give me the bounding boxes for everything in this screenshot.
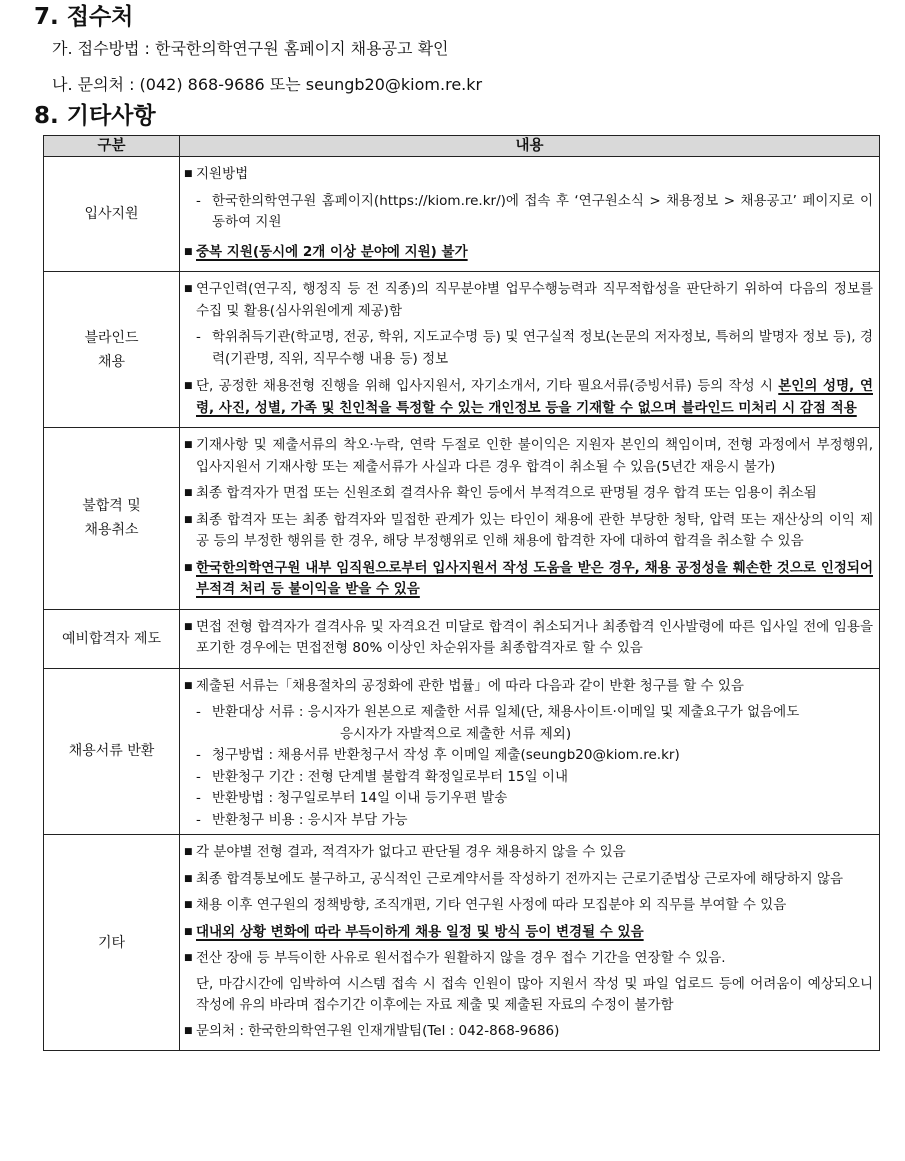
square-bullet-icon: ■ [184,621,193,632]
row-content [180,272,880,428]
section-8-title: 8. 기타사항 [34,103,156,129]
bullet-item: ■ 대내외 상황 변화에 따라 부득이하게 채용 일정 및 방식 등이 변경될 수 있음 [184,922,873,944]
table-header-row [44,136,880,157]
bullet-item: ■ 최종 합격자가 면접 또는 신원조회 결격사유 확인 등에서 부적격으로 판명될 경우 합격 또는 임용이 취소됨 [184,483,873,505]
square-bullet-icon: ■ [184,1025,193,1036]
row-category: 입사지원 [44,157,180,272]
row-category: 예비합격자 제도 [44,609,180,668]
square-bullet-icon: ■ [184,562,193,573]
square-bullet-icon: ■ [184,680,193,691]
table-row [44,668,880,835]
table-row [44,157,880,272]
bullet-item: ■ 한국한의학연구원 내부 임직원으로부터 입사지원서 작성 도움을 받은 경우, 채용 공정성을 훼손한 것으로 인정되어 부적격 처리 등 불이익을 받을 수 있음 [184,558,873,601]
bullet-item: ■ 전산 장애 등 부득이한 사유로 원서접수가 원활하지 않을 경우 접수 기간을 연장할 수 있음. [184,948,873,970]
row-category: 불합격 및 채용취소 [44,428,180,610]
table-row [44,835,880,1051]
receipt-method: 가. 접수방법 : 한국한의학연구원 홈페이지 채용공고 확인 [52,39,449,58]
row-content [180,157,880,272]
bullet-item: ■ 중복 지원(동시에 2개 이상 분야에 지원) 불가 [184,242,873,264]
square-bullet-icon: ■ [184,488,193,498]
bullet-item: ■ 연구인력(연구직, 행정직 등 전 직종)의 직무분야별 업무수행능력과 직무적합성을 판단하기 위하여 다음의 정보를 수집 및 활용(심사위원에게 제공)함 [184,279,873,322]
square-bullet-icon: ■ [184,169,193,179]
square-bullet-icon: ■ [184,440,193,450]
header-category: 구분 [44,136,180,157]
bullet-item: ■ 제출된 서류는「채용절차의 공정화에 관한 법률」에 따라 다음과 같이 반환 청구를 할 수 있음 [184,676,873,698]
row-category: 채용서류 반환 [44,668,180,835]
table-row [44,609,880,668]
bullet-item: ■ 기재사항 및 제출서류의 착오·누락, 연락 두절로 인한 불이익은 지원자 본인의 책임이며, 전형 과정에서 부정행위, 입사지원서 기재사항 또는 제출서류가 사실과 다른 경우 합격이 취소될 수 있음(5년간 재응시 불가) [184,435,873,478]
table-row [44,272,880,428]
row-content [180,668,880,835]
row-content [180,428,880,610]
header-content: 내용 [180,136,880,157]
dash-item: - 반환청구 기간 : 전형 단계별 불합격 확정일로부터 15일 이내 [196,768,568,785]
row-content [180,835,880,1051]
square-bullet-icon: ■ [184,514,193,525]
table-row [44,428,880,610]
dash-item: - 반환청구 비용 : 응시자 부담 가능 [196,811,408,828]
row-content [180,609,880,668]
square-bullet-icon: ■ [184,246,193,257]
square-bullet-icon: ■ [184,900,193,910]
bullet-continuation: 단, 마감시간에 임박하여 시스템 접속 시 접속 인원이 많아 지원서 작성 및 파일 업로드 등에 어려움이 예상되오니 작성에 유의 바라며 접수기간 이후에는 자료 제출 및 제출된 자료의 수정이 불가함 [196,975,873,1013]
bullet-item: ■ 단, 공정한 채용전형 진행을 위해 입사지원서, 자기소개서, 기타 필요서류(증빙서류) 등의 작성 시 본인의 성명, 연령, 사진, 성별, 가족 및 친인척을 특정할 수 있는 개인정보 등을 기재할 수 없으며 블라인드 미처리 시 감점 적용 [184,376,873,419]
bullet-item: ■ 최종 합격통보에도 불구하고, 공식적인 근로계약서를 작성하기 전까지는 근로기준법상 근로자에 해당하지 않음 [184,869,873,891]
square-bullet-icon: ■ [184,873,193,884]
section-7-title: 7. 접수처 [34,4,134,30]
row-category: 기타 [44,835,180,1051]
contact-info: 나. 문의처 : (042) 868-9686 또는 seungb20@kiom.re.kr [52,75,483,94]
dash-item: - 반환대상 서류 : 응시자가 원본으로 제출한 서류 일체(단, 채용사이트·이메일 및 제출요구가 없음에도 응시자가 자발적으로 제출한 서류 제외) [196,704,800,742]
bullet-item: ■ 면접 전형 합격자가 결격사유 및 자격요건 미달로 합격이 취소되거나 최종합격 인사발령에 따른 입사일 전에 임용을 포기한 경우에는 면접전형 80% 이상인 차순위자를 최종합격자로 할 수 있음 [184,617,873,660]
bullet-item: ■ 채용 이후 연구원의 정책방향, 조직개편, 기타 연구원 사정에 따라 모집분야 외 직무를 부여할 수 있음 [184,895,873,917]
dash-item: - 학위취득기관(학교명, 전공, 학위, 지도교수명 등) 및 연구실적 정보(논문의 저자정보, 특허의 발명자 정보 등), 경력(기관명, 직위, 직무수행 내용 등) 정보 [196,329,873,367]
bullet-item: ■ 각 분야별 전형 결과, 적격자가 없다고 판단될 경우 채용하지 않을 수 있음 [184,842,873,864]
bullet-item: ■ 지원방법 [184,164,873,186]
row-category: 블라인드 채용 [44,272,180,428]
square-bullet-icon: ■ [184,381,193,391]
square-bullet-icon: ■ [184,847,193,857]
dash-item: - 반환방법 : 청구일로부터 14일 이내 등기우편 발송 [196,790,508,806]
square-bullet-icon: ■ [184,953,193,963]
square-bullet-icon: ■ [184,926,193,937]
bullet-item: ■ 최종 합격자 또는 최종 합격자와 밀접한 관계가 있는 타인이 채용에 관한 부당한 청탁, 압력 또는 재산상의 이익 제공 등의 부정한 행위를 한 경우, 해당 부정행위로 인해 채용에 합격한 자에 대하여 합격을 취소할 수 있음 [184,510,873,553]
dash-item: - 한국한의학연구원 홈페이지(https://kiom.re.kr/)에 접속 후 ‘연구원소식 > 채용정보 > 채용공고’ 페이지로 이동하여 지원 [196,192,873,230]
square-bullet-icon: ■ [184,284,193,294]
dash-item: - 청구방법 : 채용서류 반환청구서 작성 후 이메일 제출(seungb20@kiom.re.kr) [196,747,680,763]
bullet-item: ■ 문의처 : 한국한의학연구원 인재개발팀(Tel : 042-868-9686) [184,1021,873,1043]
other-matters-table [43,135,880,1051]
